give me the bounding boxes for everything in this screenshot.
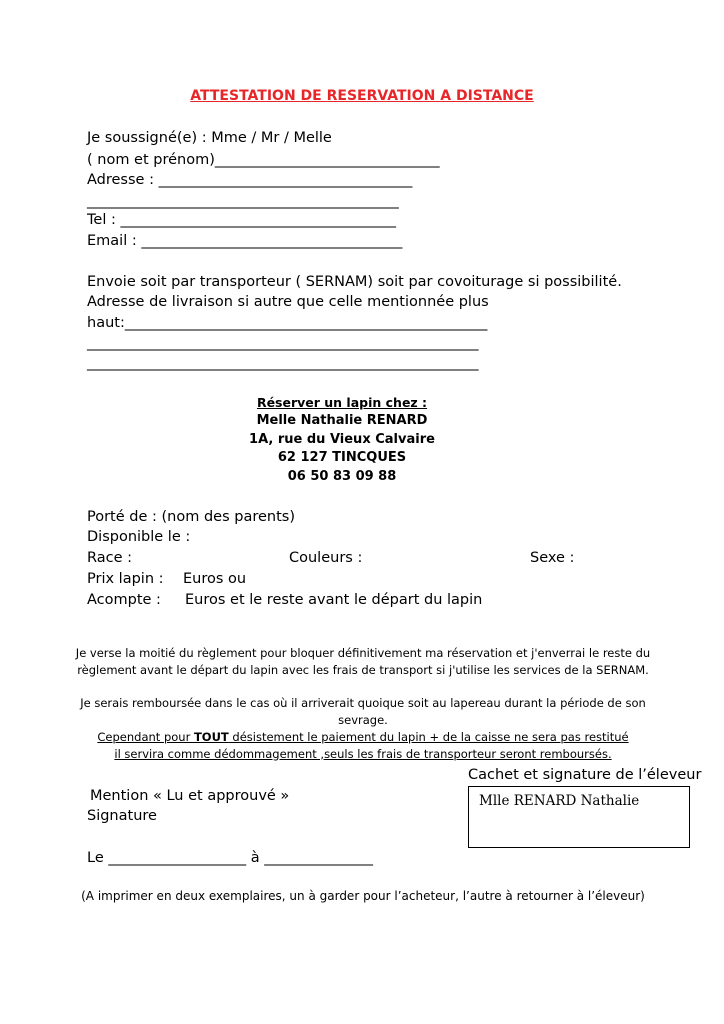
cachet-label: Cachet et signature de l’éleveur (468, 767, 702, 783)
couleurs-field: Couleurs : (289, 550, 363, 566)
livraison-address-line2: ______________________________________________________ (87, 335, 479, 351)
tel-field: Tel : ______________________________________ (87, 212, 396, 228)
conditions-paragraph-2: Je serais remboursée dans le cas où il arriverait quoique soit au lapereau durant la période de son sevrage. (80, 696, 646, 727)
acompte-label: Acompte : (87, 592, 161, 608)
livraison-line1: Envoie soit par transporteur ( SERNAM) soit par covoiturage si possibilité. (87, 274, 622, 290)
eleveur-city: 62 127 TINCQUES (277, 450, 407, 465)
conditions-p3-before: Cependant pour (97, 730, 194, 744)
signature-label: Signature (87, 808, 157, 824)
livraison-line2: Adresse de livraison si autre que celle mentionnée plus (87, 294, 489, 310)
conditions-paragraph-1: Je verse la moitié du règlement pour bloquer définitivement ma réservation et j'enverrai le reste du règlement avant le départ du lapin avec les frais de transport si j'utilise les services de la SERNAM. (75, 646, 651, 677)
sexe-field: Sexe : (530, 550, 575, 566)
conditions-p3-bold: TOUT (193, 730, 229, 744)
prix-value: Euros ou (183, 571, 247, 587)
date-place-field: Le ___________________ à _______________ (87, 850, 373, 866)
eleveur-name: Melle Nathalie RENARD (256, 413, 428, 428)
livraison-address-field: haut:__________________________________________________ (87, 315, 488, 331)
prix-label: Prix lapin : (87, 571, 164, 587)
cachet-box (468, 786, 690, 848)
adresse-field: Adresse : ___________________________________ (87, 172, 413, 188)
conditions-p3-after: désistement le paiement du lapin + de la caisse ne sera pas restitué (228, 730, 629, 744)
cachet-box-text: Mlle RENARD Nathalie (479, 793, 640, 809)
nom-prenom-field: ( nom et prénom)_______________________________ (87, 152, 440, 168)
email-field: Email : ____________________________________ (87, 233, 403, 249)
eleveur-heading: Réserver un lapin chez : (256, 395, 428, 410)
race-field: Race : (87, 550, 133, 566)
livraison-address-line3: ______________________________________________________ (87, 355, 479, 371)
eleveur-street: 1A, rue du Vieux Calvaire (249, 432, 435, 447)
page-title: ATTESTATION DE RESERVATION A DISTANCE (190, 88, 534, 104)
mention-label: Mention « Lu et approuvé » (90, 788, 290, 804)
conditions-paragraph-3 (60, 729, 666, 762)
footer-note: (A imprimer en deux exemplaires, un à garder pour l’acheteur, l’autre à retourner à l’éleveur) (81, 889, 645, 903)
conditions-p3-line2: il servira comme dédommagement ,seuls les frais de transporteur seront remboursés. (114, 746, 612, 761)
acompte-value: Euros et le reste avant le départ du lapin (185, 592, 483, 608)
soussigne-line: Je soussigné(e) : Mme / Mr / Melle (87, 130, 332, 146)
porte-de-field: Porté de : (nom des parents) (87, 509, 295, 525)
adresse-field-line2: ___________________________________________ (87, 193, 399, 209)
eleveur-phone: 06 50 83 09 88 (287, 469, 397, 484)
disponible-field: Disponible le : (87, 529, 191, 545)
